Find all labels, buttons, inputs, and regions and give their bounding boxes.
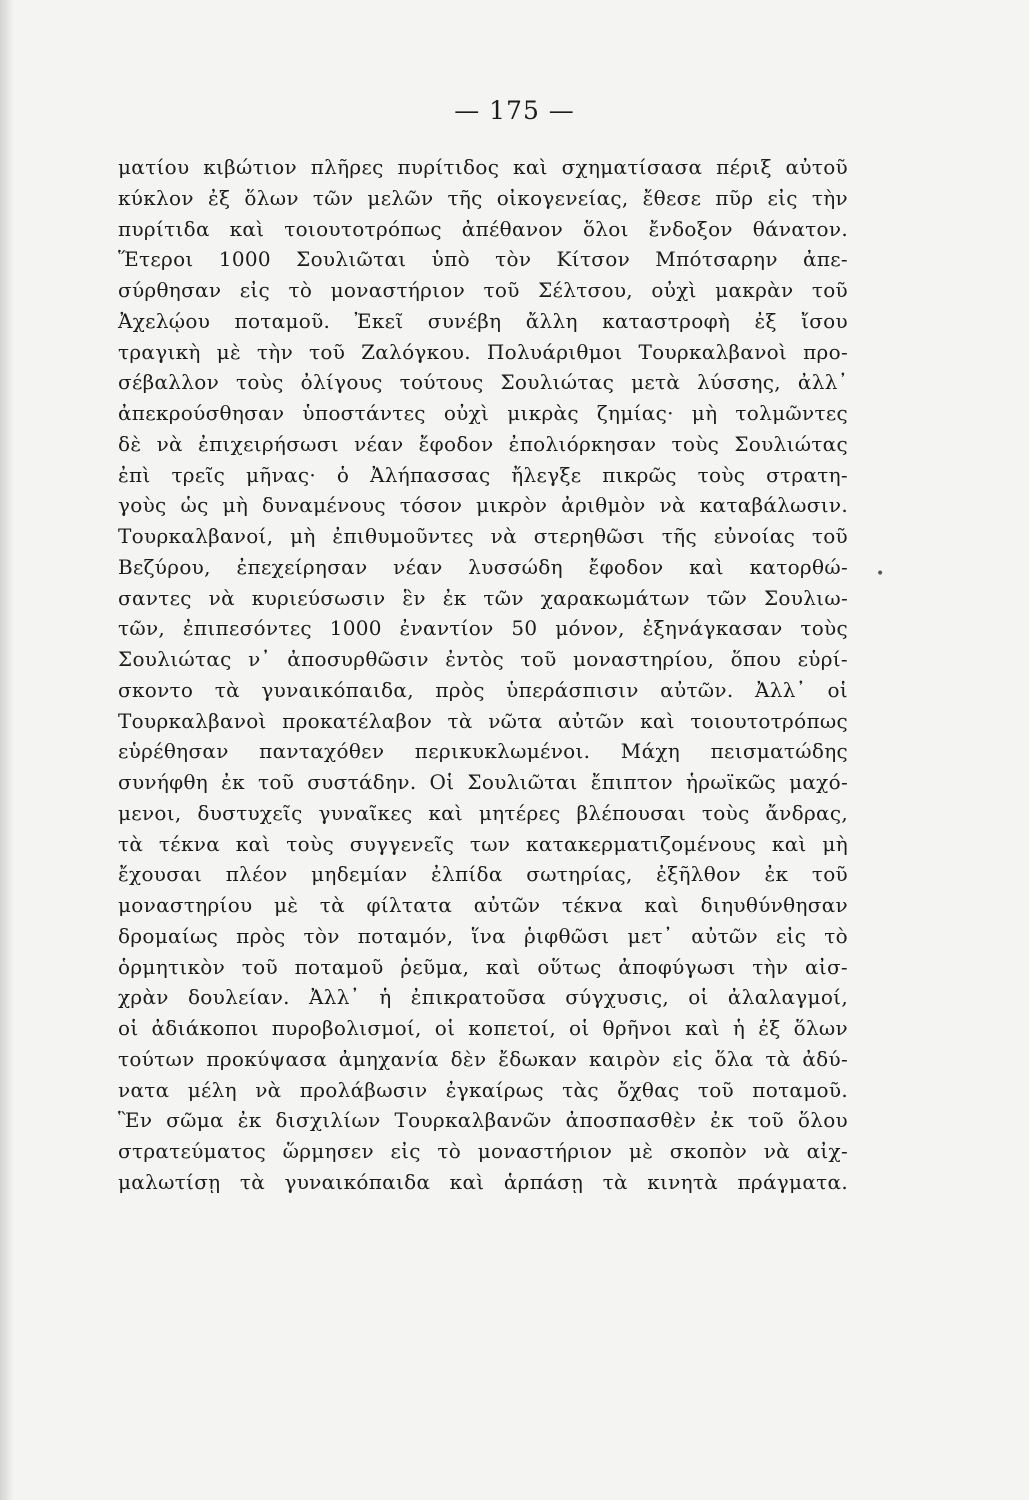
text-line: ματίου κιβώτιον πλῆρες πυρίτιδος καὶ σχηματίσασα πέριξ αὐτοῦ (118, 155, 848, 179)
text-line: ἀπεκρούσθησαν ὑποστάντες οὐχὶ μικρὰς ζημίας· μὴ τολμῶντες (118, 401, 848, 425)
text-line: χρὰν δουλείαν. Ἀλλ᾽ ἡ ἐπικρατοῦσα σύγχυσις, οἱ ἀλαλαγμοί, (118, 985, 848, 1010)
text-line: εὑρέθησαν πανταχόθεν περικυκλωμένοι. Μάχη πεισματώδης (118, 739, 848, 764)
text-line: μαλωτίσῃ τὰ γυναικόπαιδα καὶ ἁρπάσῃ τὰ κινητὰ πράγματα. (118, 1169, 848, 1194)
text-line: σκοντο τὰ γυναικόπαιδα, πρὸς ὑπεράσπισιν αὐτῶν. Ἀλλ᾽ οἱ (118, 677, 848, 702)
text-line: πυρίτιδα καὶ τοιουτοτρόπως ἀπέθανον ὅλοι ἔνδοξον θάνατον. (118, 216, 848, 241)
text-line: τὰ τέκνα καὶ τοὺς συγγενεῖς των κατακερματιζομένους καὶ μὴ (118, 831, 848, 856)
text-line: Ἓν σῶμα ἐκ δισχιλίων Τουρκαλβανῶν ἀποσπασθὲν ἐκ τοῦ ὅλου (118, 1108, 848, 1133)
text-line: τούτων προκύψασα ἀμηχανία δὲν ἔδωκαν καιρὸν εἰς ὅλα τὰ ἀδύ- (118, 1046, 848, 1071)
text-line: Ἀχελῴου ποταμοῦ. Ἐκεῖ συνέβη ἄλλη καταστροφὴ ἐξ ἴσου (118, 308, 848, 333)
text-line: τῶν, ἐπιπεσόντες 1000 ἐναντίον 50 μόνον, ἐξηνάγκασαν τοὺς (118, 616, 848, 641)
text-line: συνήφθη ἐκ τοῦ συστάδην. Οἱ Σουλιῶται ἔπιπτον ἡρωϊκῶς μαχό- (118, 770, 848, 794)
page-gutter-shadow (0, 0, 14, 1500)
text-line: ὁρμητικὸν τοῦ ποταμοῦ ῥεῦμα, καὶ οὕτως ἀποφύγωσι τὴν αἰσ- (118, 954, 848, 979)
text-line: Ἕτεροι 1000 Σουλιῶται ὑπὸ τὸν Κίτσον Μπότσαρην ἀπε- (118, 247, 848, 272)
text-line: κύκλον ἐξ ὅλων τῶν μελῶν τῆς οἰκογενείας, ἔθεσε πῦρ εἰς τὴν (118, 185, 848, 210)
text-line: σέβαλλον τοὺς ὀλίγους τούτους Σουλιώτας μετὰ λύσσης, ἀλλ᾽ (118, 370, 848, 395)
text-line: τραγικὴ μὲ τὴν τοῦ Ζαλόγκου. Πολυάριθμοι Τουρκαλβανοὶ προ- (118, 339, 848, 364)
text-line: ἐπὶ τρεῖς μῆνας· ὁ Ἀλήπασσας ἤλεγξε πικρῶς τοὺς στρατη- (118, 462, 848, 487)
text-line: δὲ νὰ ἐπιχειρήσωσι νέαν ἔφοδον ἐπολιόρκησαν τοὺς Σουλιώτας (118, 431, 848, 456)
text-line: Βεζύρου, ἐπεχείρησαν νέαν λυσσώδη ἔφοδον καὶ κατορθώ- (118, 554, 848, 579)
margin-mark: • (876, 566, 885, 582)
text-line: σαντες νὰ κυριεύσωσιν ἓν ἐκ τῶν χαρακωμάτων τῶν Σουλιω- (118, 585, 848, 610)
text-line: στρατεύματος ὥρμησεν εἰς τὸ μοναστήριον μὲ σκοπὸν νὰ αἰχ- (118, 1139, 848, 1163)
body-text (118, 152, 848, 1198)
text-line: Σουλιώτας ν᾽ ἀποσυρθῶσιν ἐντὸς τοῦ μοναστηρίου, ὅπου εὑρί- (118, 647, 848, 671)
text-line: σύρθησαν εἰς τὸ μοναστήριον τοῦ Σέλτσου, οὐχὶ μακρὰν τοῦ (118, 278, 848, 302)
text-line: μοναστηρίου μὲ τὰ φίλτατα αὐτῶν τέκνα καὶ διηυθύνθησαν (118, 893, 848, 917)
text-line: μενοι, δυστυχεῖς γυναῖκες καὶ μητέρες βλέπουσαι τοὺς ἄνδρας, (118, 800, 848, 825)
text-line: Τουρκαλβανοί, μὴ ἐπιθυμοῦντες νὰ στερηθῶσι τῆς εὐνοίας τοῦ (118, 524, 848, 548)
text-line: νατα μέλη νὰ προλάβωσιν ἐγκαίρως τὰς ὄχθας τοῦ ποταμοῦ. (118, 1077, 848, 1102)
text-line: Τουρκαλβανοὶ προκατέλαβον τὰ νῶτα αὐτῶν καὶ τοιουτοτρόπως (118, 708, 848, 733)
text-line: γοὺς ὡς μὴ δυναμένους τόσον μικρὸν ἀριθμὸν νὰ καταβάλωσιν. (118, 493, 848, 518)
text-line: δρομαίως πρὸς τὸν ποταμόν, ἵνα ῥιφθῶσι μετ᾽ αὐτῶν εἰς τὸ (118, 923, 848, 948)
text-line: ἔχουσαι πλέον μηδεμίαν ἐλπίδα σωτηρίας, ἐξῆλθον ἐκ τοῦ (118, 862, 848, 887)
page-number: — 175 — (454, 96, 575, 125)
text-line: οἱ ἀδιάκοποι πυροβολισμοί, οἱ κοπετοί, οἱ θρῆνοι καὶ ἡ ἐξ ὅλων (118, 1016, 848, 1040)
